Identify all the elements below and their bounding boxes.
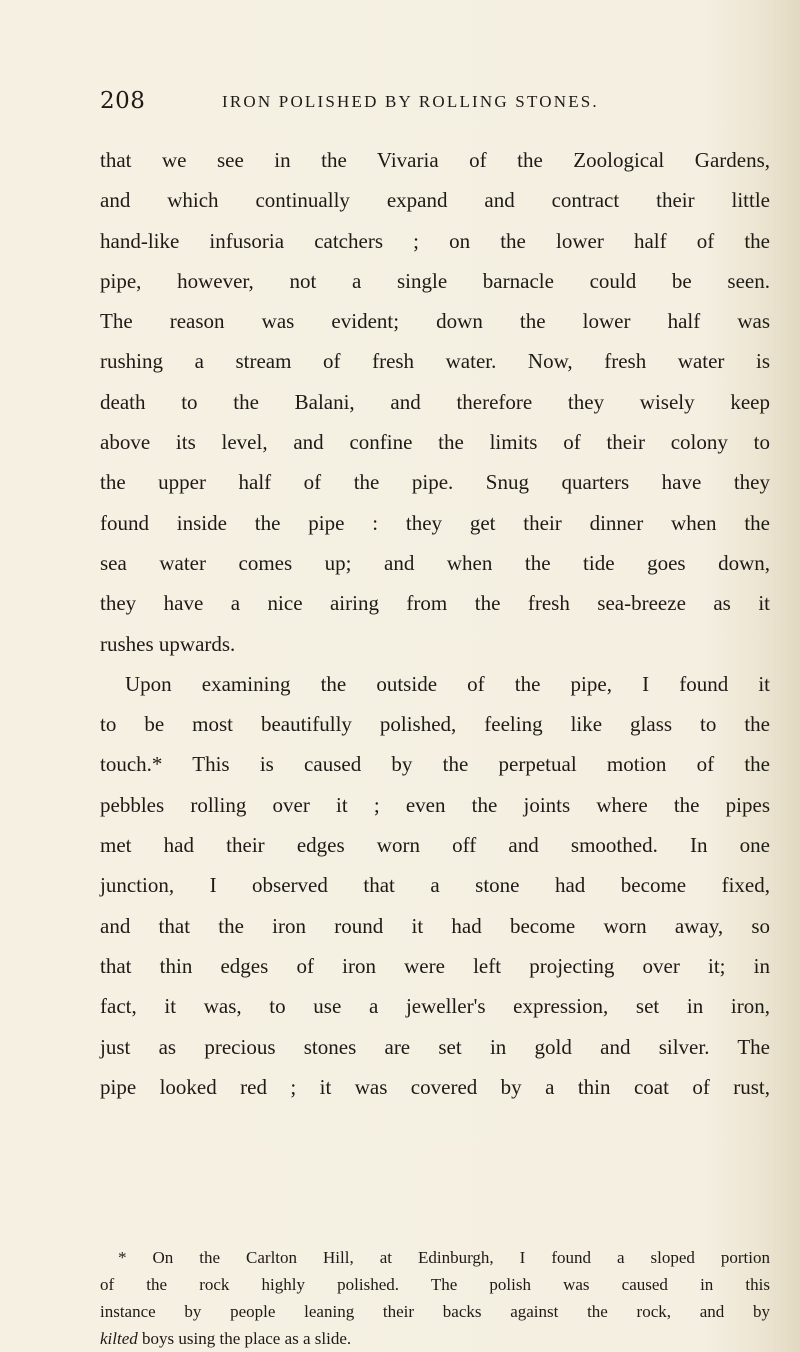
text-line: rushing a stream of fresh water. Now, fresh water is [100,349,770,374]
page-header [0,88,800,118]
footnote-line-rest: boys using the place as a slide. [137,1329,352,1348]
text-line: that thin edges of iron were left projecting over it; in [100,953,770,978]
text-line: rushes upwards. [100,631,236,656]
footnote-italic-word: kilted [100,1329,138,1348]
text-line: that we see in the Vivaria of the Zoological Gardens, [100,148,770,172]
text-line: Upon examining the outside of the pipe, I found it [125,671,770,696]
text-line: fact, it was, to use a jeweller's expression, set in iron, [100,994,770,1019]
text-line: and which continually expand and contract their little [100,188,770,213]
text-line: sea water comes up; and when the tide goes down, [100,550,770,575]
running-title: IRON POLISHED BY ROLLING STONES. [222,92,599,111]
text-line: junction, I observed that a stone had become fixed, [100,873,770,898]
text-line: and that the iron round it had become worn away, so [100,913,770,938]
footnote [100,1244,770,1352]
text-line: The reason was evident; down the lower half was [100,309,770,334]
footnote-line: * On the Carlton Hill, at Edinburgh, I found a sloped portion [118,1248,770,1267]
text-line: death to the Balani, and therefore they wisely keep [100,389,770,414]
text-line: the upper half of the pipe. Snug quarters have they [100,470,770,495]
text-line: pipe, however, not a single barnacle could be seen. [100,268,770,293]
page-number: 208 [100,88,146,114]
text-line: pebbles rolling over it ; even the joints where the pipes [100,792,770,817]
text-line: above its level, and confine the limits of their colony to [100,430,770,455]
text-line: pipe looked red ; it was covered by a thin coat of rust, [100,1074,770,1099]
text-line: found inside the pipe : they get their dinner when the [100,510,770,535]
footnote-line: of the rock highly polished. The polish was caused in this [100,1275,770,1294]
footnote-line: instance by people leaning their backs against the rock, and by [100,1302,770,1321]
body-text [100,140,770,1107]
footnote-line-last [100,1325,770,1352]
text-line: they have a nice airing from the fresh sea-breeze as it [100,591,770,616]
text-line: met had their edges worn off and smoothed. In one [100,833,770,858]
text-line: hand-like infusoria catchers ; on the lower half of the [100,228,770,253]
text-line: to be most beautifully polished, feeling like glass to the [100,712,770,737]
text-line: just as precious stones are set in gold and silver. The [100,1034,770,1059]
text-line: touch.* This is caused by the perpetual motion of the [100,752,770,777]
